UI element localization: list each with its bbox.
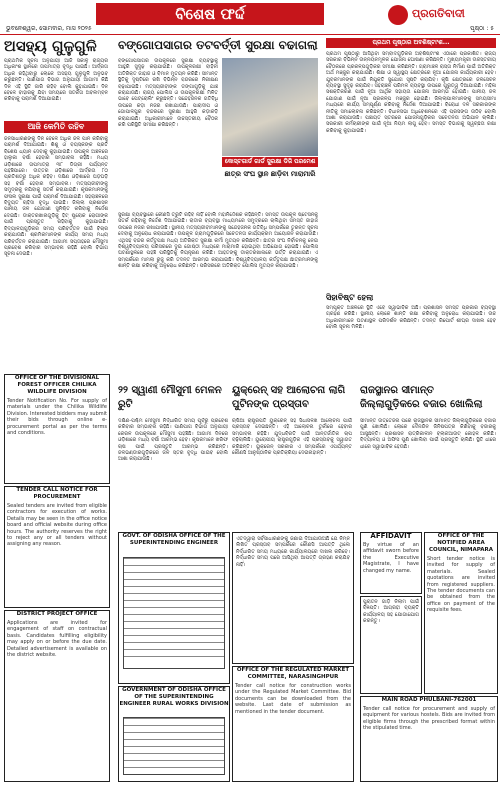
tender-table bbox=[123, 557, 225, 669]
notice-left-bottom-title: DISTRICT PROJECT OFFICE bbox=[16, 611, 98, 617]
notice-phulbani-title: MAIN ROAD PHULBANI-762001 bbox=[381, 697, 477, 703]
notice-left-bottom: DISTRICT PROJECT OFFICE Applications are invited for engagement of staff on contractual basis. Candidates fulfilling eligibility may apply on or before the due date. Detailed advertisement is available on the district website. bbox=[4, 610, 110, 782]
bottom-center-body: ଋଷିଆ ରାଷ୍ଟ୍ରପତି ୟୁକ୍ରେନ୍ ସହ ସିଧାସଳଖ ଆଲୋଚନା ପାଇଁ ପ୍ରସ୍ତାବ ଦେଇଛନ୍ତି। ଏହି ଆଲୋଚନା ତୁର୍କୀରେ ହେବାର ସମ୍ଭାବନା ରହିଛି। ଯୁଦ୍ଧବିରତି ପାଇଁ ଆନ୍ତର୍ଜାତିକ ଚାପ ବଢ଼ିଚାଲିଛି। ୟୁରୋପୀୟ ରାଷ୍ଟ୍ରଗୁଡ଼ିକ ଏହି ପ୍ରସ୍ତାବକୁ ସ୍ୱାଗତ କରିଛନ୍ତି। ୟୁକ୍ରେନ୍ ସରକାର ଏ ସମ୍ପର୍କରେ ଏପର୍ଯ୍ୟନ୍ତ କୌଣସି ଆନୁଷ୍ଠାନିକ ପ୍ରତିକ୍ରିୟା ଦେଇନାହାନ୍ତି। bbox=[232, 418, 352, 457]
bottom-right-body: ସୀମାନ୍ତ ଉତ୍ତେଜନା ପରେ ରାଜସ୍ଥାନର ସୀମାନ୍ତ ଜିଲ୍ଲାଗୁଡ଼ିକରେ ବଜାର ପୁଣି ଖୋଲିଛି। ଲୋକେ ଦୈନନ୍ଦିନ ଜିନିଷପତ୍ର କିଣିବାକୁ ବଜାରକୁ ଆସୁଛନ୍ତି। ପ୍ରଶାସନ ରାତ୍ରିକାଳୀନ ବ୍ଲାକଆଉଟ୍ କୋହଳ କରିଛି। ବିଦ୍ୟାଳୟ ଓ ଅଫିସ ପୁଣି ଖୋଲିବା ପାଇଁ ପ୍ରସ୍ତୁତି ଚାଲିଛି। ସ୍ଥିତି ଧୀରେ ଧୀରେ ସ୍ୱାଭାବିକ ହେଉଛି। bbox=[360, 418, 496, 450]
right-column-header: ପ୍ରଥମ ପୃଷ୍ଠାର ଅବଶିଷ୍ଟାଂଶ... bbox=[326, 38, 496, 48]
affidavit-title: AFFIDAVIT bbox=[370, 532, 412, 540]
notice-gov-odisha bbox=[118, 532, 230, 684]
notice-nac-title: OFFICE OF THE NOTIFIED AREA COUNCIL, NIMAPARA bbox=[428, 533, 494, 553]
notice-tender-title: TENDER CALL NOTICE FOR PROCUREMENT bbox=[16, 487, 98, 500]
center-story-body-b: ସୁରକ୍ଷା ବ୍ୟବସ୍ଥାରେ କୌଣସି ତ୍ରୁଟି ରହିବ ନାହିଁ ବୋଲି ମହାନିର୍ଦ୍ଦେଶକ କହିଛନ୍ତି। ସମସ୍ତ ଉପକୂଳ ଷ୍ଟେସନକୁ ସତର୍କ ରହିବାକୁ ନିର୍ଦ୍ଦେଶ ଦିଆଯାଇଛି। ରାଡାର ବ୍ୟବସ୍ଥା ମାଧ୍ୟମରେ ସମୁଦ୍ରରେ ଚାଲିଥିବା ସମସ୍ତ ଜାହାଜ ଉପରେ ନଜର ରଖାଯାଉଛି। ସ୍ଥାନୀୟ ମତ୍ସ୍ୟଜୀବୀମାନଙ୍କୁ ସନ୍ଦେହଜନକ ଗତିବିଧି ସମ୍ପର୍କରେ ତୁରନ୍ତ ସୂଚନା ଦେବାକୁ ଅନୁରୋଧ କରାଯାଇଛି। ଉପକୂଳ ଗ୍ରାମଗୁଡ଼ିକରେ ସଚେତନତା କାର୍ଯ୍ୟକ୍ରମ ଆୟୋଜନ କରାଯାଉଛି। ଏଥିସହ ବନ୍ଦର କର୍ତ୍ତୃପକ୍ଷ ମଧ୍ୟ ଅତିରିକ୍ତ ସୁରକ୍ଷା କର୍ମୀ ମୁତୟନ କରିଛନ୍ତି। ଛାତ୍ର ସଂଘ ନିର୍ବାଚନକୁ ନେଇ ବିଶ୍ୱବିଦ୍ୟାଳୟ ପରିସରରେ ଦୁଇ ଗୋଷ୍ଠୀ ମଧ୍ୟରେ ମାରାମାରି ହୋଇଥିବା ଅଭିଯୋଗ ହୋଇଛି। ପୋଲିସ ଘଟଣାସ୍ଥଳରେ ପହଞ୍ଚି ପରିସ୍ଥିତିକୁ ନିୟନ୍ତ୍ରଣ କରିଛି। ଆହତଙ୍କୁ ଡାକ୍ତରଖାନାରେ ଭର୍ତ୍ତି କରାଯାଇଛି। ଏ ସମ୍ପର୍କରେ ମାମଲା ରୁଜୁ କରି ତଦନ୍ତ ଆରମ୍ଭ କରାଯାଇଛି। ବିଶ୍ୱବିଦ୍ୟାଳୟ କର୍ତ୍ତୃପକ୍ଷ ଛାତ୍ରମାନଙ୍କୁ ଶାନ୍ତି ରକ୍ଷା କରିବାକୁ ଅନୁରୋଧ କରିଛନ୍ତି। ପରିସରରେ ଅତିରିକ୍ତ ପୋଲିସ ମୁତୟନ କରାଯାଇଛି। bbox=[118, 212, 318, 270]
bottom-center-headline: ୟୁକ୍ରେନ୍ ସହ ଆଲୋଚନା ଲାଗି ପୁଟିନଙ୍କ ପ୍ରସ୍ତାବ bbox=[232, 385, 346, 410]
notice-phulbani: MAIN ROAD PHULBANI-762001 Tender call notice for procurement and supply of equipment for various hostels. Bids are invited from eligible firms through the prescribed format within the stipulated time. bbox=[360, 696, 498, 782]
notice-nac-nimapara: OFFICE OF THE NOTIFIED AREA COUNCIL, NIMAPARA Short tender notice is invited for supply of materials. Sealed quotations are invited from registered suppliers. The tender documents can be obtained from the office on payment of the requisite fees. bbox=[424, 532, 498, 694]
notice-small-right: ପୁରାତନ ଗାଡ଼ି ନିଲାମ ପାଇଁ ବିଜ୍ଞପ୍ତି। ଆଗ୍ରହୀ ବ୍ୟକ୍ତି କାର୍ଯ୍ୟାଳୟ ସହ ଯୋଗାଯୋଗ କରନ୍ତୁ। bbox=[360, 596, 422, 694]
notice-forest-title: OFFICE OF THE DIVISIONAL FOREST OFFICER CHILIKA WILDLIFE DIVISION bbox=[14, 375, 100, 395]
center-subhead: ଛାତ୍ର ସଂଘ ସ୍ଥାନ ଛାଡ଼ିବା ମାରାମାରି bbox=[224, 170, 316, 178]
rural-table bbox=[123, 717, 225, 775]
affidavit-box: AFFIDAVIT By virtue of an affidavit sworn before the Executive Magistrate, I have changed my name. bbox=[360, 532, 422, 594]
notice-rural-works bbox=[118, 686, 230, 782]
section-title: ବିଶେଷ ଫର୍ଦ୍ଦ bbox=[96, 3, 324, 25]
notice-regulated-market: OFFICE OF THE REGULATED MARKET COMMITTEE, NARASINGHPUR Tender call notice for construction works under the Regulated Market Committee. Bid documents can be downloaded from the website. Last date of submission as mentioned in the tender document. bbox=[232, 666, 354, 782]
right-column-body: ପ୍ରଥମ ପୃଷ୍ଠାରୁ ଆସିଥିବା ସମ୍ବାଦଗୁଡ଼ିକର ଅବଶିଷ୍ଟାଂଶ ଏଠାରେ ପ୍ରକାଶିତ। ରାଜ୍ୟ ସରକାର ବିଭିନ୍ନ ଉନ୍ନୟନମୂଳକ ଯୋଜନା ଘୋଷଣା କରିଛନ୍ତି। ମୁଖ୍ୟମନ୍ତ୍ରୀ ଉଚ୍ଚସ୍ତରୀୟ ବୈଠକରେ ପ୍ରକଳ୍ପଗୁଡ଼ିକର ସମୀକ୍ଷା କରିଛନ୍ତି। ଗ୍ରାମାଞ୍ଚଳ ରାସ୍ତା ନିର୍ମାଣ ପାଇଁ ଅତିରିକ୍ତ ଅର୍ଥ ମଞ୍ଜୁର କରାଯାଇଛି। ଶିକ୍ଷା ଓ ସ୍ୱାସ୍ଥ୍ୟ କ୍ଷେତ୍ରରେ ନୂଆ ଯୋଜନା କାର୍ଯ୍ୟକାରୀ ହେବ। ଯୁବକମାନଙ୍କ ପାଇଁ ନିଯୁକ୍ତି ସୁଯୋଗ ସୃଷ୍ଟି କରାଯିବ। କୃଷି କ୍ଷେତ୍ରରେ ଜଳସେଚନ ବ୍ୟବସ୍ଥା ସୁଦୃଢ଼ କରାଯିବ। ସହରାଞ୍ଚଳ ପରିମଳ ବ୍ୟବସ୍ଥା ଉପରେ ଗୁରୁତ୍ୱ ଦିଆଯାଇଛି। ମହିଳା ସଶକ୍ତିକରଣ ପାଇଁ ନୂଆ ଆର୍ଥିକ ସହାୟତା ଯୋଜନା ଆରମ୍ଭ ହୋଇଛି। ପାନୀୟ ଜଳ ଯୋଗାଣ ପାଇଁ ନୂଆ ପ୍ରକଳ୍ପ ମଞ୍ଜୁର ହୋଇଛି। ଜିଲ୍ଲାପାଳମାନଙ୍କୁ ସମୟସୀମା ମଧ୍ୟରେ କାର୍ଯ୍ୟ ସମ୍ପୂର୍ଣ୍ଣ କରିବାକୁ ନିର୍ଦ୍ଦେଶ ଦିଆଯାଇଛି। ବିରୋଧୀ ଦଳ ସରକାରଙ୍କ ନୀତିକୁ ସମାଲୋଚନା କରିଛନ୍ତି। ବିଧାନସଭା ଅଧିବେଶନରେ ଏହି ପ୍ରସଙ୍ଗ ଉଠିବ ବୋଲି ଆଶା କରାଯାଉଛି। ପଞ୍ଚାୟତ ସ୍ତରରେ ଯୋଜନାଗୁଡ଼ିକର ସଚେତନତା ଅଭିଯାନ ଚାଲିଛି। ସରକାରୀ କର୍ମଚାରୀଙ୍କ ପାଇଁ ନୂଆ ନିୟମ ଲାଗୁ ହେବ। ସମସ୍ତ ବିଭାଗକୁ ସ୍ୱଚ୍ଛତା ରକ୍ଷା କରିବାକୁ କୁହାଯାଇଛି। bbox=[326, 51, 496, 134]
logo-text: ପ୍ରଗତିବାଦୀ bbox=[412, 7, 465, 20]
notice-rural-works-title: GOVERNMENT OF ODISHA OFFICE OF THE SUPERINTENDING ENGINEER RURAL WORKS DIVISION bbox=[119, 687, 229, 707]
right-subhead: ସିହାବିଷ୍ଟ ହେଲା bbox=[326, 293, 374, 302]
headline-left: ଅସହ୍ୟ ଗୁଳୁଗୁଳି bbox=[4, 37, 97, 55]
left-story-body: ପ୍ରାଥମିକ ସୂଚନା ଅନୁଯାୟୀ ଆଜି ସକାଳୁ ରାଜ୍ୟର ଅଧିକାଂଶ ସ୍ଥାନରେ ତାପମାତ୍ରା ବୃଦ୍ଧି ପାଇଛି। ଆର୍ଦ୍ରତା ଅଧିକ ରହିଥିବାରୁ ଲୋକେ ଅସହ୍ୟ ଗୁଳୁଗୁଳି ଅନୁଭବ କରୁଛନ୍ତି। ପାଣିପାଗ ବିଭାଗ ଅନୁଯାୟୀ ଆଗାମୀ କିଛି ଦିନ ଏହି ସ୍ଥିତି ଜାରି ରହିବ ବୋଲି କୁହାଯାଇଛି। ଦିନ ବେଳେ ବାହାରକୁ ଯିବା ସମୟରେ ସତର୍କତା ଅବଲମ୍ବନ କରିବାକୁ ପରାମର୍ଶ ଦିଆଯାଇଛି। bbox=[4, 58, 108, 103]
left-box-header: ଆଜି କେମିତି ରହିବ bbox=[4, 121, 108, 133]
bottom-left-headline: ୨୨ ସ୍ୱାଣୀ ମୌସୁମୀ ମେଳନ ରୁଟି bbox=[118, 385, 222, 410]
notice-tender-left: TENDER CALL NOTICE FOR PROCUREMENT Sealed tenders are invited from eligible contractors for execution of works. Details may be seen in the office notice board and official website during office hours. The authority reserves the right to reject any or all tenders without assigning any reason. bbox=[4, 486, 110, 608]
page-number: ପୃଷ୍ଠା : ୫ bbox=[470, 25, 494, 32]
logo-circle-icon bbox=[388, 5, 408, 25]
left-weather-list: ଜନସାଧାରଣଙ୍କୁ ଦିନ ବେଳେ ଅଧିକ ଜଳ ପାନ କରିବାକୁ ପରାମର୍ଶ ଦିଆଯାଇଛି। ଶିଶୁ ଓ ବୟସ୍କଙ୍କ ପ୍ରତି ବିଶେଷ ଧ୍ୟାନ ଦେବାକୁ କୁହାଯାଇଛି। ଉପକୂଳ ଅଞ୍ଚଳରେ ହାଲୁକା ବର୍ଷା ହେବାର ସମ୍ଭାବନା ରହିଛି। ମଧ୍ୟ ଓଡ଼ିଶାରେ ତାପମାତ୍ରା ୩୮ ଡିଗ୍ରୀ ପର୍ଯ୍ୟନ୍ତ ପହଞ୍ଚିପାରେ। ଉତ୍ତର ଓଡ଼ିଶାରେ ଆର୍ଦ୍ରତା ୮୦ ପ୍ରତିଶତରୁ ଅଧିକ ରହିବ। ଦକ୍ଷିଣ ଓଡ଼ିଶାରେ ଘଡ଼ଘଡ଼ି ସହ ବର୍ଷା ହେବାର ସମ୍ଭାବନା। ମତ୍ସ୍ୟଜୀବୀଙ୍କୁ ସମୁଦ୍ରକୁ ନଯିବାକୁ ସତର୍କ କରାଯାଇଛି। କୃଷକମାନଙ୍କୁ ଫସଲ ସୁରକ୍ଷା ପାଇଁ ପରାମର୍ଶ ଦିଆଯାଇଛି। ସହରାଞ୍ଚଳରେ ବିଦ୍ୟୁତ ଚାହିଦା ବୃଦ୍ଧି ପାଇଛି। ଜିଲ୍ଲା ପ୍ରଶାସନ ପାନୀୟ ଜଳ ଯୋଗାଣ ସୁନିଶ୍ଚିତ କରିବାକୁ ନିର୍ଦ୍ଦେଶ ଦେଇଛି। ଡାକ୍ତରଖାନାଗୁଡ଼ିକୁ ହିଟ୍ ଷ୍ଟ୍ରୋକ ରୋଗୀଙ୍କ ପାଇଁ ପ୍ରସ୍ତୁତ ରହିବାକୁ କୁହାଯାଇଛି। ବିଦ୍ୟାଳୟଗୁଡ଼ିକର ସମୟ ପରିବର୍ତ୍ତନ ପାଇଁ ବିଚାର କରାଯାଉଛି। ଶ୍ରମିକମାନଙ୍କ କାର୍ଯ୍ୟ ସମୟ ମଧ୍ୟ ପରିବର୍ତ୍ତନ କରାଯାଇଛି। ଆଗାମୀ ସପ୍ତାହରେ ମୌସୁମୀ ପ୍ରବେଶ କରିବାର ସମ୍ଭାବନା ରହିଛି ବୋଲି ବିଭାଗ ସୂଚନା ଦେଇଛି। bbox=[4, 136, 108, 258]
headline-center: ବଙ୍ଗୋପସାଗର ତଟବର୍ତ୍ତୀ ସୁରକ୍ଷା ବଢାଗଲା bbox=[118, 38, 318, 52]
center-story-body-a: ବଙ୍ଗୋପସାଗର ଉପକୂଳରେ ସୁରକ୍ଷା ବ୍ୟବସ୍ଥାକୁ ଆହୁରି ସୁଦୃଢ଼ କରାଯାଇଛି। ଉପକୂଳରକ୍ଷୀ ବାହିନୀ ଅତିରିକ୍ତ ଜାହାଜ ଓ ବିମାନ ମୁତୟନ କରିଛି। ସୀମାନ୍ତ ସ୍ଥିତିକୁ ଦୃଷ୍ଟିରେ ରଖି ବିଭିନ୍ନ ବନ୍ଦରରେ ନିରୀକ୍ଷଣ ବଢ଼ାଯାଇଛି। ମତ୍ସ୍ୟଜୀବୀଙ୍କ ଡଙ୍ଗାଗୁଡ଼ିକୁ ଯାଞ୍ଚ କରାଯାଉଛି। ରାଜ୍ୟ ପୋଲିସ ଓ ଉପକୂଳରକ୍ଷୀ ମିଳିତ ଭାବେ ପେଟ୍ରୋଲିଂ କରୁଛନ୍ତି। ସନ୍ଦେହଜନକ ଗତିବିଧି ଉପରେ କଡ଼ା ନଜର ରଖାଯାଉଛି। ପାରାଦୀପ ଓ ଗୋପାଳପୁର ବନ୍ଦରରେ ସୁରକ୍ଷା ଆହୁରି କଡ଼ାକଡ଼ି କରାଯାଇଛି। ଅଧିକାରୀମାନେ ଉଚ୍ଚସ୍ତରୀୟ ବୈଠକ କରି ପରିସ୍ଥିତି ସମୀକ୍ଷା କରିଛନ୍ତି। bbox=[118, 58, 218, 129]
photo-caption: କୋସ୍ଟଗାର୍ଡ ଗାର୍ଡ ସୁରକ୍ଷା ଡିଜି ପରମେଶ bbox=[222, 157, 318, 167]
officer-photo bbox=[222, 58, 318, 156]
notice-regulated-market-title: OFFICE OF THE REGULATED MARKET COMMITTEE, NARASINGHPUR bbox=[236, 667, 350, 680]
dateline bbox=[0, 25, 500, 35]
date-text: ଭୁବନେଶ୍ୱର, ସୋମବାର, ମାସ ୨୦୨୫ bbox=[6, 25, 92, 32]
notice-gov-odisha-title: GOVT. OF ODISHA OFFICE OF THE SUPERINTENDING ENGINEER bbox=[122, 533, 226, 546]
bottom-left-body: ଦକ୍ଷିଣ-ପଶ୍ଚିମ ମୌସୁମୀ ନିର୍ଦ୍ଧାରିତ ସମୟ ପୂର୍ବରୁ ପ୍ରବେଶ କରିବାର ସମ୍ଭାବନା ରହିଛି। ପାଣିପାଗ ବିଭାଗ ଅନୁଯାୟୀ କେରଳ ଉପକୂଳରେ ମୌସୁମୀ ପହଞ୍ଚିଛି। ଆଗାମୀ ଦିନରେ ଓଡ଼ିଶାରେ ମଧ୍ୟ ବର୍ଷା ଆରମ୍ଭ ହେବ। କୃଷକମାନେ ଖରିଫ ଚାଷ ପାଇଁ ପ୍ରସ୍ତୁତି ଆରମ୍ଭ କରିଛନ୍ତି। ଜଳଭଣ୍ଡାରଗୁଡ଼ିକରେ ଜଳ ସ୍ତର ବୃଦ୍ଧି ପାଇବ ବୋଲି ଆଶା କରାଯାଉଛି। bbox=[118, 418, 228, 463]
notice-center-mid: ଏତଦ୍ୱାରା ସର୍ବସାଧାରଣଙ୍କୁ ଜଣାଇ ଦିଆଯାଉଅଛି ଯେ ନିମ୍ନ ଲିଖିତ ପ୍ରସ୍ତାବ ସମ୍ପର୍କରେ କୌଣସି ଆପତ୍ତି ଥିଲେ ନିର୍ଦ୍ଧାରିତ ସମୟ ମଧ୍ୟରେ କାର୍ଯ୍ୟାଳୟରେ ଦାଖଲ କରିବେ। ନିର୍ଦ୍ଧାରିତ ସମୟ ପରେ ଆସିଥିବା ଆପତ୍ତି ଗ୍ରହଣ କରାଯିବ ନାହିଁ। bbox=[232, 532, 354, 664]
right-column-body-b: ସମ୍ପୃକ୍ତ ଅଞ୍ଚଳରେ ସ୍ଥିତି ଏବେ ସ୍ୱାଭାବିକ ଅଛି। ପ୍ରଶାସନ ସମସ୍ତ ପ୍ରକାର ବ୍ୟବସ୍ଥା ଗ୍ରହଣ କରିଛି। ସ୍ଥାନୀୟ ଲୋକେ ଶାନ୍ତି ରକ୍ଷା କରିବାକୁ ଅନୁରୋଧ କରାଯାଇଛି। ଉଚ୍ଚ ଅଧିକାରୀମାନେ ଘଟଣାସ୍ଥଳ ପରିଦର୍ଶନ କରିଛନ୍ତି। ତଦନ୍ତ ରିପୋର୍ଟ ଶୀଘ୍ର ଦାଖଲ ହେବ ବୋଲି ସୂଚନା ମିଳିଛି। bbox=[326, 305, 496, 331]
newspaper-logo bbox=[388, 5, 498, 25]
notice-forest-division: OFFICE OF THE DIVISIONAL FOREST OFFICER CHILIKA WILDLIFE DIVISION Tender Notification No. For supply of materials under the Chilika Wildlife Division. Interested bidders may submit their bids through online e-procurement portal as per the terms and conditions. bbox=[4, 374, 110, 484]
bottom-right-headline: ରାଜସ୍ଥାନର ସୀମାନ୍ତ ଜିଲ୍ଲାଗୁଡ଼ିକରେ ବଜାର ଖୋଲିଲା bbox=[360, 385, 483, 410]
